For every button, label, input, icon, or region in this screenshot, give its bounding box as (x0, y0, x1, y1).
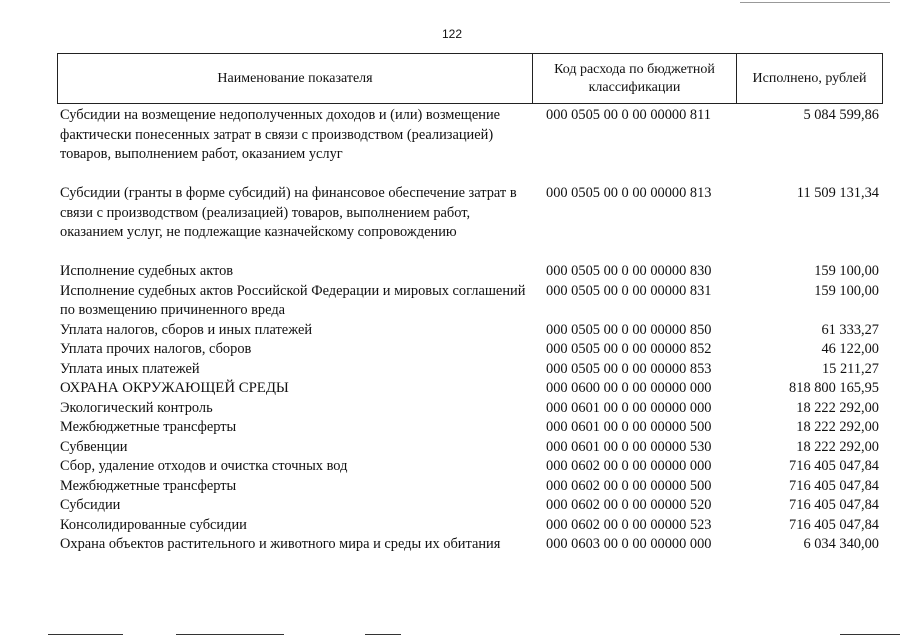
row-code: 000 0505 00 0 00 00000 850 (546, 321, 712, 338)
table-row (57, 535, 883, 555)
row-code: 000 0602 00 0 00 00000 520 (546, 497, 712, 513)
row-amount: 46 122,00 (821, 341, 879, 357)
table-row (57, 457, 883, 477)
row-code: 000 0601 00 0 00 00000 530 (546, 438, 712, 455)
row-name: Субсидии (60, 497, 121, 513)
scan-edge-line (48, 634, 123, 635)
row-amount: 61 333,27 (821, 321, 879, 338)
table-row (57, 340, 883, 360)
row-name: Субсидии на возмещение недополученных доходов и (или) возмещение фактически понесенных затрат в связи с производством (реализацией) товаров, выполнением работ, оказанием услуг (60, 107, 501, 162)
row-amount: 716 405 047,84 (789, 477, 879, 494)
table-row (57, 321, 883, 341)
scan-edge-line (365, 634, 401, 635)
row-code: 000 0505 00 0 00 00000 830 (546, 263, 712, 279)
row-amount: 5 084 599,86 (803, 107, 879, 123)
row-name: Консолидированные субсидии (60, 516, 247, 533)
table-row (57, 438, 883, 458)
row-name: Исполнение судебных актов Российской Федерации и мировых соглашений по возмещению причиненного вреда (60, 282, 526, 318)
row-code: 000 0603 00 0 00 00000 000 (546, 536, 712, 552)
row-amount: 716 405 047,84 (789, 458, 879, 474)
row-amount: 15 211,27 (821, 360, 879, 377)
table-row (57, 379, 883, 399)
row-code: 000 0602 00 0 00 00000 000 (546, 458, 712, 474)
table-row (57, 418, 883, 438)
row-code: 000 0505 00 0 00 00000 852 (546, 341, 712, 357)
row-name: ОХРАНА ОКРУЖАЮЩЕЙ СРЕДЫ (60, 380, 289, 396)
row-name: Экологический контроль (60, 399, 213, 416)
table-row (57, 399, 883, 419)
header-name: Наименование показателя (58, 54, 533, 103)
table-row (57, 496, 883, 516)
row-code: 000 0505 00 0 00 00000 831 (546, 282, 712, 299)
row-amount: 18 222 292,00 (796, 419, 879, 435)
row-code: 000 0601 00 0 00 00000 500 (546, 419, 712, 435)
row-name: Уплата иных платежей (60, 360, 200, 377)
row-name: Межбюджетные трансферты (60, 477, 237, 494)
table-body (57, 106, 883, 555)
row-amount: 716 405 047,84 (789, 497, 879, 513)
row-code: 000 0602 00 0 00 00000 500 (546, 477, 712, 494)
row-code: 000 0505 00 0 00 00000 811 (546, 107, 711, 123)
table-row (57, 360, 883, 380)
table-header (57, 53, 883, 104)
row-name: Охрана объектов растительного и животного мира и среды их обитания (60, 536, 501, 552)
scan-edge-line (176, 634, 284, 635)
table-row (57, 106, 883, 184)
page-number: 122 (441, 27, 463, 41)
row-amount: 6 034 340,00 (803, 536, 879, 552)
row-name: Сбор, удаление отходов и очистка сточных вод (60, 458, 348, 474)
row-amount: 11 509 131,34 (796, 185, 879, 201)
row-name: Исполнение судебных актов (60, 263, 234, 279)
row-amount: 18 222 292,00 (796, 399, 879, 416)
header-code: Код расхода по бюджетной классификации (533, 54, 737, 103)
row-code: 000 0602 00 0 00 00000 523 (546, 516, 712, 533)
row-name: Уплата прочих налогов, сборов (60, 341, 252, 357)
table-row (57, 477, 883, 497)
row-amount: 818 800 165,95 (789, 380, 879, 396)
row-code: 000 0601 00 0 00 00000 000 (546, 399, 712, 416)
table-row (57, 262, 883, 282)
table-row (57, 282, 883, 321)
header-amount: Исполнено, рублей (752, 70, 867, 86)
row-amount: 716 405 047,84 (789, 516, 879, 533)
row-code: 000 0505 00 0 00 00000 853 (546, 360, 712, 377)
row-name: Субвенции (60, 438, 128, 455)
row-amount: 159 100,00 (814, 282, 879, 299)
row-name: Межбюджетные трансферты (60, 419, 237, 435)
row-amount: 159 100,00 (814, 263, 879, 279)
table-row (57, 184, 883, 262)
row-code: 000 0505 00 0 00 00000 813 (546, 185, 712, 201)
row-code: 000 0600 00 0 00 00000 000 (546, 380, 712, 396)
row-name: Уплата налогов, сборов и иных платежей (60, 321, 313, 338)
row-amount: 18 222 292,00 (796, 438, 879, 455)
row-name: Субсидии (гранты в форме субсидий) на финансовое обеспечение затрат в связи с производством (реализацией) товаров, выполнением работ, оказанием услуг, не подлежащие казначейскому сопровождению (60, 185, 517, 240)
table-row (57, 516, 883, 536)
scan-edge-line (840, 634, 900, 635)
scan-edge-line (740, 2, 890, 3)
